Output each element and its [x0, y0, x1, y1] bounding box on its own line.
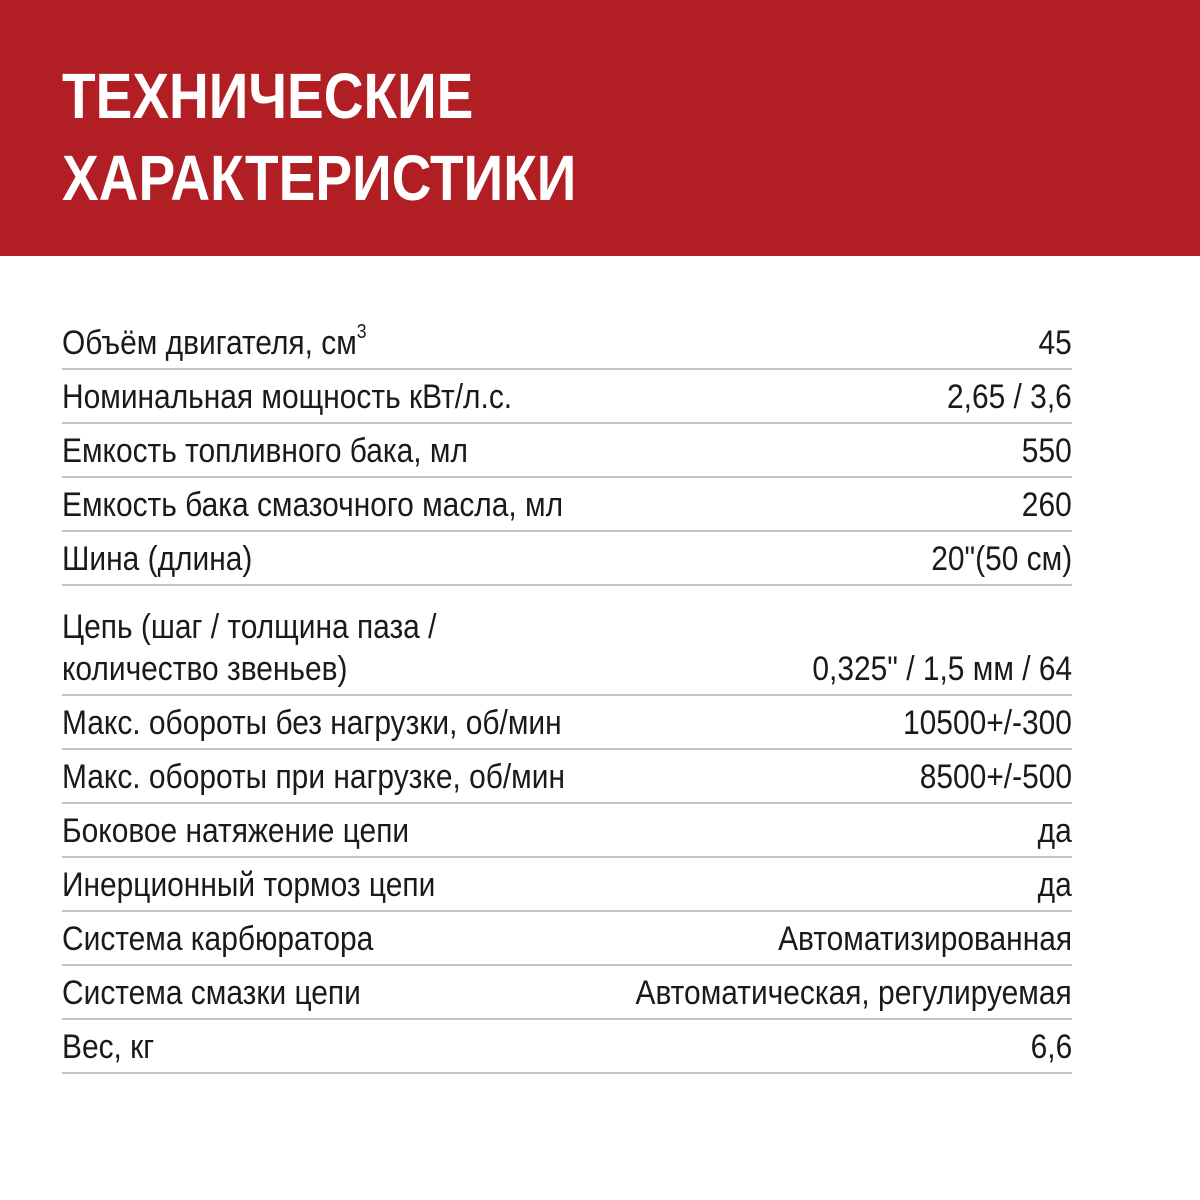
spec-value: 10500+/-300	[903, 704, 1072, 742]
spec-value: 45	[1038, 324, 1072, 362]
spec-label: Емкость бака смазочного масла, мл	[62, 486, 564, 524]
spec-value: Автоматическая, регулируемая	[635, 974, 1072, 1012]
spec-value: 550	[1022, 432, 1072, 470]
spec-row-engine-volume	[62, 316, 1072, 370]
spec-value: да	[1037, 812, 1072, 850]
spec-row-inertia-brake	[62, 858, 1072, 912]
spec-value: 260	[1022, 486, 1072, 524]
spec-row-side-tension	[62, 804, 1072, 858]
spec-row-power	[62, 370, 1072, 424]
spec-label: Номинальная мощность кВт/л.с.	[62, 378, 513, 416]
spec-label: Емкость топливного бака, мл	[62, 432, 468, 470]
spec-row-bar	[62, 532, 1072, 586]
spec-label: Система смазки цепи	[62, 974, 361, 1012]
spec-label: Боковое натяжение цепи	[62, 812, 410, 850]
spec-row-fuel-tank	[62, 424, 1072, 478]
page-title-line-1: ТЕХНИЧЕСКИЕ	[62, 60, 474, 132]
spec-value: 2,65 / 3,6	[947, 378, 1072, 416]
spec-label: Макс. обороты при нагрузке, об/мин	[62, 758, 565, 796]
spec-label-line-2: количество звеньев)	[62, 650, 348, 688]
spec-table	[62, 316, 1072, 1074]
spec-row-max-rpm-load	[62, 750, 1072, 804]
spec-label: Шина (длина)	[62, 540, 253, 578]
spec-label-superscript: 3	[356, 320, 367, 343]
spec-value: 20"(50 см)	[931, 540, 1072, 578]
spec-label-line-1: Цепь (шаг / толщина паза /	[62, 608, 437, 646]
spec-label: Инерционный тормоз цепи	[62, 866, 436, 904]
spec-label: Вес, кг	[62, 1028, 155, 1066]
spec-label-text: Объём двигателя, см	[62, 324, 357, 362]
spec-value: 6,6	[1030, 1028, 1072, 1066]
spec-value: да	[1037, 866, 1072, 904]
spec-row-oil-tank	[62, 478, 1072, 532]
spec-value: Автоматизированная	[778, 920, 1072, 958]
spec-label	[62, 322, 367, 364]
spec-value: 0,325" / 1,5 мм / 64	[812, 650, 1072, 688]
spec-row-carburetor	[62, 912, 1072, 966]
spec-label: Макс. обороты без нагрузки, об/мин	[62, 704, 562, 742]
spec-label: Система карбюратора	[62, 920, 374, 958]
spec-label	[62, 606, 436, 690]
spec-value: 8500+/-500	[919, 758, 1072, 796]
spec-row-chain	[62, 586, 1072, 696]
spec-row-lubrication	[62, 966, 1072, 1020]
spec-row-weight	[62, 1020, 1072, 1074]
spec-row-max-rpm-idle	[62, 696, 1072, 750]
header-banner	[0, 0, 1200, 256]
page-title-line-2: ХАРАКТЕРИСТИКИ	[62, 142, 577, 214]
